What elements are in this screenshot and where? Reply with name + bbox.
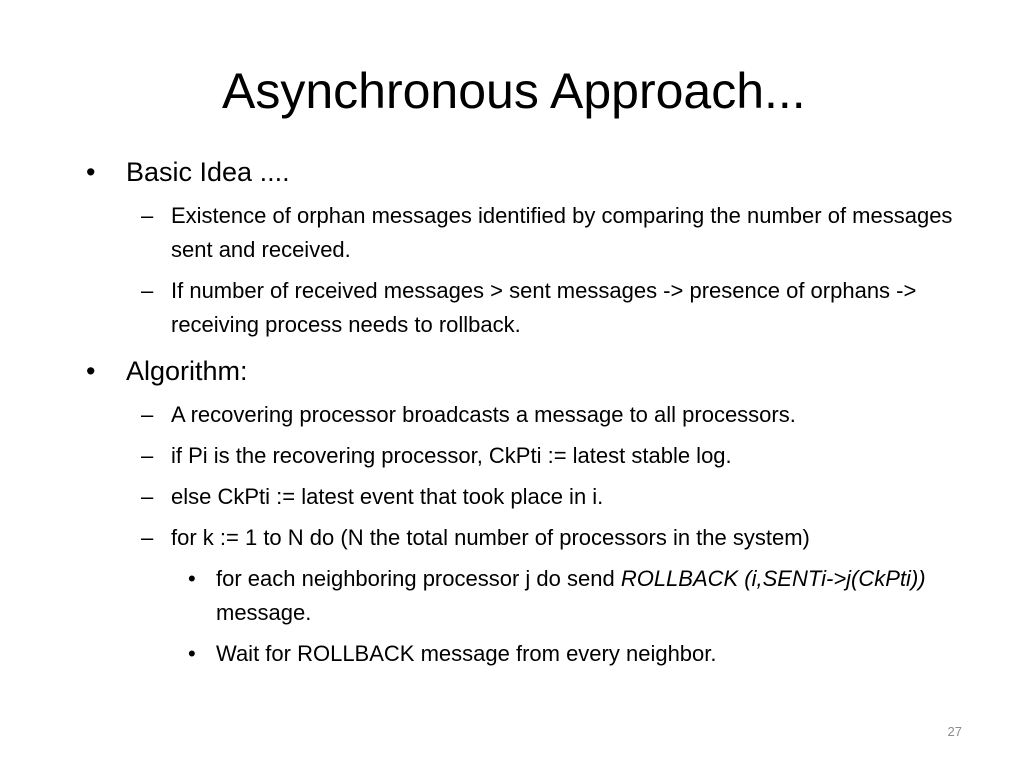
sub-bullet-text: else CkPti := latest event that took place in i.	[171, 484, 604, 509]
sub-bullet-text: A recovering processor broadcasts a message to all processors.	[171, 402, 796, 427]
rollback-message-italic: ROLLBACK (i,SENTi->j(CkPti))	[620, 566, 926, 591]
text-suffix: message.	[216, 600, 312, 625]
sub-sub-bullet-text: Wait for ROLLBACK message from every neighbor.	[216, 641, 717, 666]
sub-bullet-broadcast	[141, 398, 986, 432]
sub-bullet-orphan-existence	[141, 199, 986, 267]
sub-bullet-text: If number of received messages > sent messages -> presence of orphans -> receiving process needs to rollback.	[171, 278, 917, 337]
slide-title: Asynchronous Approach...	[222, 63, 806, 119]
sub-bullet-text: Existence of orphan messages identified by comparing the number of messages sent and received.	[171, 203, 953, 262]
dash-icon: –	[141, 402, 154, 427]
sub-sub-bullet-wait-rollback	[188, 637, 928, 671]
dash-icon: –	[141, 203, 154, 228]
dash-icon: –	[141, 484, 154, 509]
slide-number: 27	[947, 724, 962, 739]
small-dot-icon: •	[188, 566, 196, 591]
dash-icon: –	[141, 278, 154, 303]
bullet-dot-icon: •	[86, 157, 96, 187]
dash-icon: –	[141, 525, 154, 550]
sub-bullet-text: if Pi is the recovering processor, CkPti := latest stable log.	[171, 443, 732, 468]
bullet-dot-icon: •	[86, 356, 96, 386]
text-prefix: for each neighboring processor j do send	[216, 566, 621, 591]
sub-bullet-text: for k := 1 to N do (N the total number of processors in the system)	[171, 525, 810, 550]
sub-bullet-recovering-processor	[141, 439, 986, 473]
sub-bullet-for-loop	[141, 521, 986, 555]
sub-sub-bullet-send-rollback	[188, 562, 928, 630]
bullet-text: Basic Idea ....	[126, 157, 290, 187]
sub-sub-bullet-text	[216, 562, 928, 630]
bullet-text: Algorithm:	[126, 356, 248, 386]
small-dot-icon: •	[188, 641, 196, 666]
dash-icon: –	[141, 443, 154, 468]
sub-bullet-else-ckpt	[141, 480, 986, 514]
sub-bullet-received-vs-sent	[141, 274, 986, 342]
